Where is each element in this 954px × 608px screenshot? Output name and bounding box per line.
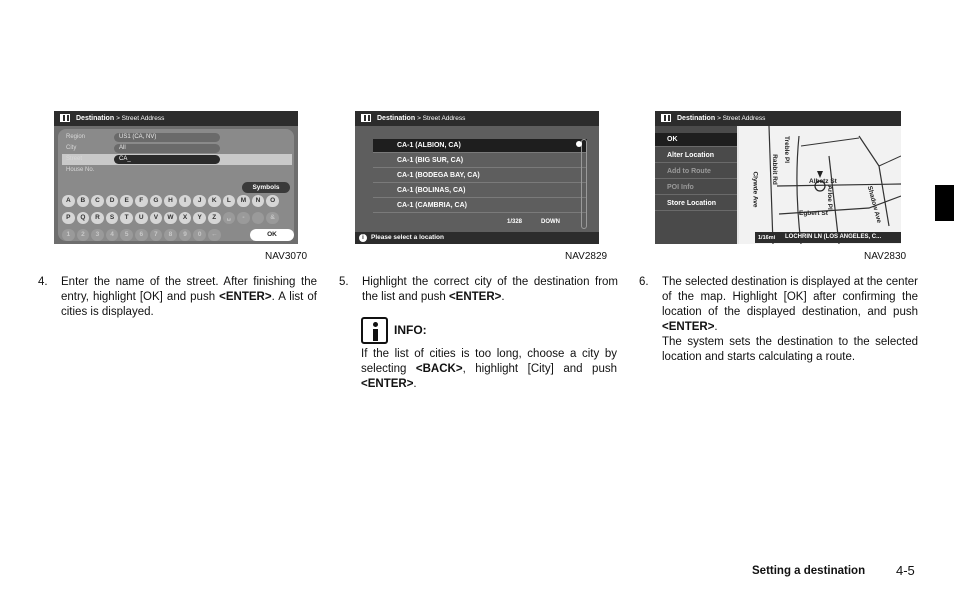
checkered-flag-icon bbox=[60, 114, 70, 122]
house-number-field-row[interactable] bbox=[62, 165, 292, 176]
info-icon bbox=[361, 317, 388, 344]
street-entry-screen bbox=[54, 111, 298, 244]
keyboard-key[interactable]: A bbox=[62, 195, 75, 207]
back-key-label: <BACK> bbox=[415, 363, 463, 375]
screen-title: Destination bbox=[377, 115, 416, 122]
screen-title: Destination bbox=[76, 115, 115, 122]
keyboard-key[interactable]: C bbox=[91, 195, 104, 207]
footer-message: Please select a location bbox=[371, 234, 444, 241]
street-label: Shadow Ave bbox=[865, 185, 883, 224]
map-roads bbox=[739, 126, 901, 244]
keyboard-key[interactable]: & bbox=[266, 212, 279, 224]
list-item[interactable]: CA-1 (CAMBRIA, CA) bbox=[373, 199, 587, 213]
keyboard-key[interactable]: 2 bbox=[77, 229, 90, 241]
keyboard-key[interactable]: 4 bbox=[106, 229, 119, 241]
keyboard-key[interactable]: ← bbox=[208, 229, 221, 241]
keyboard-key[interactable]: S bbox=[106, 212, 119, 224]
screen-title-bar bbox=[655, 111, 901, 126]
keyboard-key[interactable]: W bbox=[164, 212, 177, 224]
keyboard-key[interactable]: U bbox=[135, 212, 148, 224]
keyboard-key[interactable]: O bbox=[266, 195, 279, 207]
keyboard-key[interactable]: 7 bbox=[150, 229, 163, 241]
menu-item-add-to-route: Add to Route bbox=[655, 165, 737, 179]
street-label: Clywde Ave bbox=[751, 171, 759, 208]
step-number: 4. bbox=[38, 276, 48, 288]
keyboard-row-letters-2 bbox=[62, 212, 279, 224]
keyboard-key[interactable]: M bbox=[237, 195, 250, 207]
keyboard-key[interactable]: 0 bbox=[193, 229, 206, 241]
step-text-part: The system sets the destination to the selected location and starts calculating a route. bbox=[662, 336, 918, 363]
keyboard-key[interactable] bbox=[252, 212, 265, 224]
keyboard-key[interactable]: E bbox=[120, 195, 133, 207]
keyboard-key[interactable]: Z bbox=[208, 212, 221, 224]
info-icon: i bbox=[359, 234, 367, 242]
step-text bbox=[662, 275, 918, 365]
region-field[interactable]: US1 (CA, NV) bbox=[114, 133, 220, 142]
scroll-position-dot bbox=[576, 141, 582, 147]
info-text-part: If the list of cities is too long, choose a city by selecting bbox=[361, 348, 617, 375]
keyboard-key[interactable]: G bbox=[150, 195, 163, 207]
screen-subtitle: > Street Address bbox=[116, 115, 165, 122]
keyboard-key[interactable]: B bbox=[77, 195, 90, 207]
checkered-flag-icon bbox=[661, 114, 671, 122]
street-label: Arloe Pl bbox=[825, 185, 833, 210]
info-label: INFO: bbox=[394, 323, 427, 337]
screen-title-bar bbox=[54, 111, 298, 126]
keyboard-key[interactable]: 9 bbox=[179, 229, 192, 241]
field-label: Street bbox=[66, 156, 83, 162]
keyboard-key[interactable]: L bbox=[223, 195, 236, 207]
enter-key-label: <ENTER> bbox=[361, 378, 414, 390]
keyboard-row-numbers bbox=[62, 229, 221, 241]
street-label: Egbert St bbox=[799, 210, 828, 217]
keyboard-key[interactable]: V bbox=[150, 212, 163, 224]
keyboard-key[interactable]: X bbox=[179, 212, 192, 224]
info-text-part: . bbox=[413, 378, 417, 390]
status-footer bbox=[355, 232, 599, 244]
keyboard-key[interactable]: R bbox=[91, 212, 104, 224]
screen-subtitle: > Street Address bbox=[717, 115, 766, 122]
menu-item-ok[interactable]: OK bbox=[655, 133, 737, 147]
scrollbar[interactable] bbox=[581, 139, 587, 229]
keyboard-key[interactable]: 6 bbox=[135, 229, 148, 241]
step-text bbox=[61, 275, 317, 320]
street-field-row[interactable] bbox=[62, 154, 292, 165]
figure-code: NAV2830 bbox=[864, 251, 907, 262]
step-number: 5. bbox=[339, 276, 349, 288]
info-text bbox=[361, 347, 617, 392]
enter-key-label: <ENTER> bbox=[219, 291, 272, 303]
step-text-part: . A list of cities is displayed. bbox=[61, 291, 318, 318]
screen-title: Destination bbox=[677, 115, 716, 122]
screen-subtitle: > Street Address bbox=[417, 115, 466, 122]
map-view[interactable] bbox=[739, 126, 901, 244]
footer-section-title: Setting a destination bbox=[752, 565, 866, 577]
step-number: 6. bbox=[639, 276, 649, 288]
list-item[interactable]: CA-1 (BIG SUR, CA) bbox=[373, 154, 587, 168]
keyboard-row-letters-1 bbox=[62, 195, 279, 207]
keyboard-key[interactable]: - bbox=[237, 212, 250, 224]
keyboard-key[interactable]: H bbox=[164, 195, 177, 207]
step-text-part: . bbox=[714, 321, 718, 333]
city-list-screen bbox=[355, 111, 599, 244]
keyboard-key[interactable]: 5 bbox=[120, 229, 133, 241]
keyboard-key[interactable]: F bbox=[135, 195, 148, 207]
section-tab-marker bbox=[935, 185, 954, 221]
menu-item-poi-info: POI Info bbox=[655, 181, 737, 195]
figure-code: NAV2829 bbox=[565, 251, 608, 262]
info-icon-bar bbox=[373, 329, 378, 341]
figure-code: NAV3070 bbox=[265, 251, 308, 262]
down-label: DOWN bbox=[541, 219, 560, 225]
confirm-menu bbox=[655, 126, 737, 244]
keyboard-key[interactable]: P bbox=[62, 212, 75, 224]
region-field-row[interactable] bbox=[62, 132, 292, 143]
screen-title-bar bbox=[355, 111, 599, 126]
step-text-part: Highlight the correct city of the destination from the list and push bbox=[362, 276, 618, 303]
city-list bbox=[373, 135, 583, 231]
city-field[interactable]: All bbox=[114, 144, 220, 153]
keyboard-key[interactable]: T bbox=[120, 212, 133, 224]
field-label: House No. bbox=[66, 167, 95, 173]
street-field[interactable]: CA_ bbox=[114, 155, 220, 164]
ok-button[interactable]: OK bbox=[250, 229, 294, 241]
enter-key-label: <ENTER> bbox=[448, 291, 502, 303]
street-label: Rabbit Rd bbox=[770, 154, 778, 185]
keyboard-key[interactable]: K bbox=[208, 195, 221, 207]
field-label: Region bbox=[66, 134, 86, 140]
list-count: 1/328 bbox=[507, 219, 523, 225]
map-scale: 1/16mi bbox=[758, 235, 776, 241]
keyboard-key[interactable]: 3 bbox=[91, 229, 104, 241]
enter-key-label: <ENTER> bbox=[662, 321, 715, 333]
keyboard-key[interactable]: 1 bbox=[62, 229, 75, 241]
info-text-part: , highlight [City] and push bbox=[462, 363, 617, 375]
map-confirm-screen bbox=[655, 111, 901, 244]
list-item[interactable]: CA-1 (ALBION, CA) bbox=[373, 139, 587, 153]
page-number: 4-5 bbox=[896, 563, 915, 578]
field-label: City bbox=[66, 145, 77, 151]
city-field-row[interactable] bbox=[62, 143, 292, 154]
keyboard-key[interactable]: I bbox=[179, 195, 192, 207]
street-label: Albetz St bbox=[809, 178, 837, 185]
step-text bbox=[362, 275, 618, 305]
list-item[interactable]: CA-1 (BOLINAS, CA) bbox=[373, 184, 587, 198]
location-footer: LOCHRIN LN (LOS ANGELES, C... bbox=[755, 232, 901, 243]
step-text-part: Enter the name of the street. After finishing the entry, highlight [OK] and push bbox=[61, 276, 317, 303]
info-icon-dot bbox=[373, 322, 378, 327]
street-label: Treble Pl bbox=[783, 135, 791, 164]
checkered-flag-icon bbox=[361, 114, 371, 122]
keyboard-key[interactable]: Q bbox=[77, 212, 90, 224]
keyboard-key[interactable]: D bbox=[106, 195, 119, 207]
step-text-part: The selected destination is displayed at the center of the map. Highlight [OK] after confirming the location of the displayed destination, and push bbox=[662, 276, 918, 318]
menu-item-store-location[interactable]: Store Location bbox=[655, 197, 737, 211]
menu-item-alter-location[interactable]: Alter Location bbox=[655, 149, 737, 163]
list-item[interactable]: CA-1 (BODEGA BAY, CA) bbox=[373, 169, 587, 183]
keyboard-key[interactable]: 8 bbox=[164, 229, 177, 241]
keyboard-key[interactable]: Y bbox=[193, 212, 206, 224]
symbols-button[interactable]: Symbols bbox=[242, 182, 290, 193]
step-text-part: . bbox=[501, 291, 505, 303]
keyboard-key[interactable]: ␣ bbox=[223, 212, 236, 224]
keyboard-key[interactable]: J bbox=[193, 195, 206, 207]
keyboard-key[interactable]: N bbox=[252, 195, 265, 207]
